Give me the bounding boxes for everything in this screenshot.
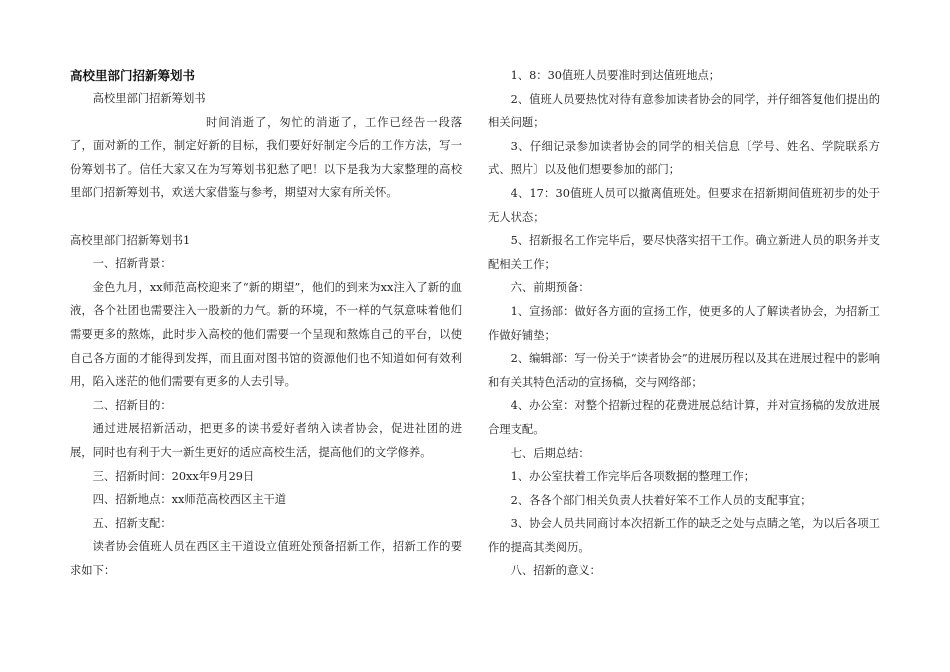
section-heading-time: 三、招新时间：20xx年9月29日: [92, 469, 255, 483]
section-body-background: 金色九月，xx师范高校迎来了“新的期望”，他们的到来为xx注入了新的血液，各个社团也需要注入一股新的力气。新的环境，不一样的气氛意味着他们需要更多的熬炼，此时步入高校的他们需要一个呈现和熬炼自己的平台，以使自己各方面的才能得到发挥，而且面对图书馆的资源他们也不知道如何有效利用，陷入迷茫的他们需要有更多的人去引导。: [70, 280, 462, 389]
document-subtitle: 高校里部门招新筹划书: [92, 92, 206, 105]
section-heading-arrangement: 五、招新支配：: [92, 516, 172, 530]
list-item: 3、仔细记录参加读者协会的同学的相关信息〔学号、姓名、学院联系方式、照片〕以及他们想要参加的部门；: [488, 139, 880, 177]
section-heading-location: 四、招新地点：xx师范高校西区主干道: [92, 493, 287, 507]
list-item: 1、办公室扶着工作完毕后各项数据的整理工作；: [510, 470, 756, 484]
section-heading-significance: 八、招新的意义：: [510, 564, 601, 578]
list-item: 1、8：30值班人员要准时到达值班地点；: [510, 69, 721, 82]
spacer: [70, 205, 462, 229]
list-item: 4、17：30值班人员可以撤离值班处。但要求在招新期间值班初步的处于无人状态；: [488, 186, 880, 224]
list-item: 2、各各个部门相关负责人扶着好笨不工作人员的支配事宜；: [510, 493, 812, 507]
list-item: 4、办公室：对整个招新过程的花费进展总结计算，并对宣扬稿的发放进展合理支配。: [488, 399, 880, 436]
list-item: 1、宣扬部：做好各方面的宣扬工作，使更多的人了解读者协会，为招新工作做好铺垫；: [488, 304, 880, 342]
intro-text: 时间消逝了，匆忙的消逝了，工作已经告一段落了，面对新的工作，制定好新的目标，我们要好好制定今后的工作方法，写一份筹划书了。信任大家又在为写筹划书犯愁了吧！以下是我为大家整理的高校里部门招新筹划书，欢送大家借鉴与参考，期望对大家有所关怀。: [70, 115, 462, 200]
right-column: [488, 64, 880, 583]
intro-paragraph: [70, 111, 462, 205]
section-heading-preparation: 六、前期预备：: [510, 281, 590, 295]
list-item: 5、招新报名工作完毕后，要尽快落实招干工作。确立新进人员的职务并支配相关工作；: [488, 234, 880, 271]
section-heading-summary: 七、后期总结：: [510, 446, 590, 460]
section-body-arrangement: 读者协会值班人员在西区主干道设立值班处预备招新工作，招新工作的要求如下：: [70, 540, 462, 577]
list-item: 2、编辑部：写一份关于“读者协会”的进展历程以及其在进展过程中的影响和有关其特色活动的宣扬稿，交与网络部；: [488, 352, 880, 389]
list-item: 3、协会人员共同商讨本次招新工作的缺乏之处与点睛之笔，为以后各项工作的提高其类阅历。: [488, 517, 880, 554]
document-title: 高校里部门招新筹划书: [70, 68, 196, 83]
left-column: [70, 64, 462, 582]
doc1-title: 高校里部门招新筹划书1: [70, 233, 191, 247]
section-heading-background: 一、招新背景：: [92, 257, 172, 271]
list-item: 2、值班人员要热忱对待有意参加读者协会的同学，并仔细答复他们提出的相关问题；: [488, 92, 880, 130]
section-body-purpose: 通过进展招新活动，把更多的读书爱好者纳入读者协会，促进社团的进展，同时也有利于大一新生更好的适应高校生活，提高他们的文学修养。: [70, 422, 462, 459]
section-heading-purpose: 二、招新目的：: [92, 398, 172, 412]
